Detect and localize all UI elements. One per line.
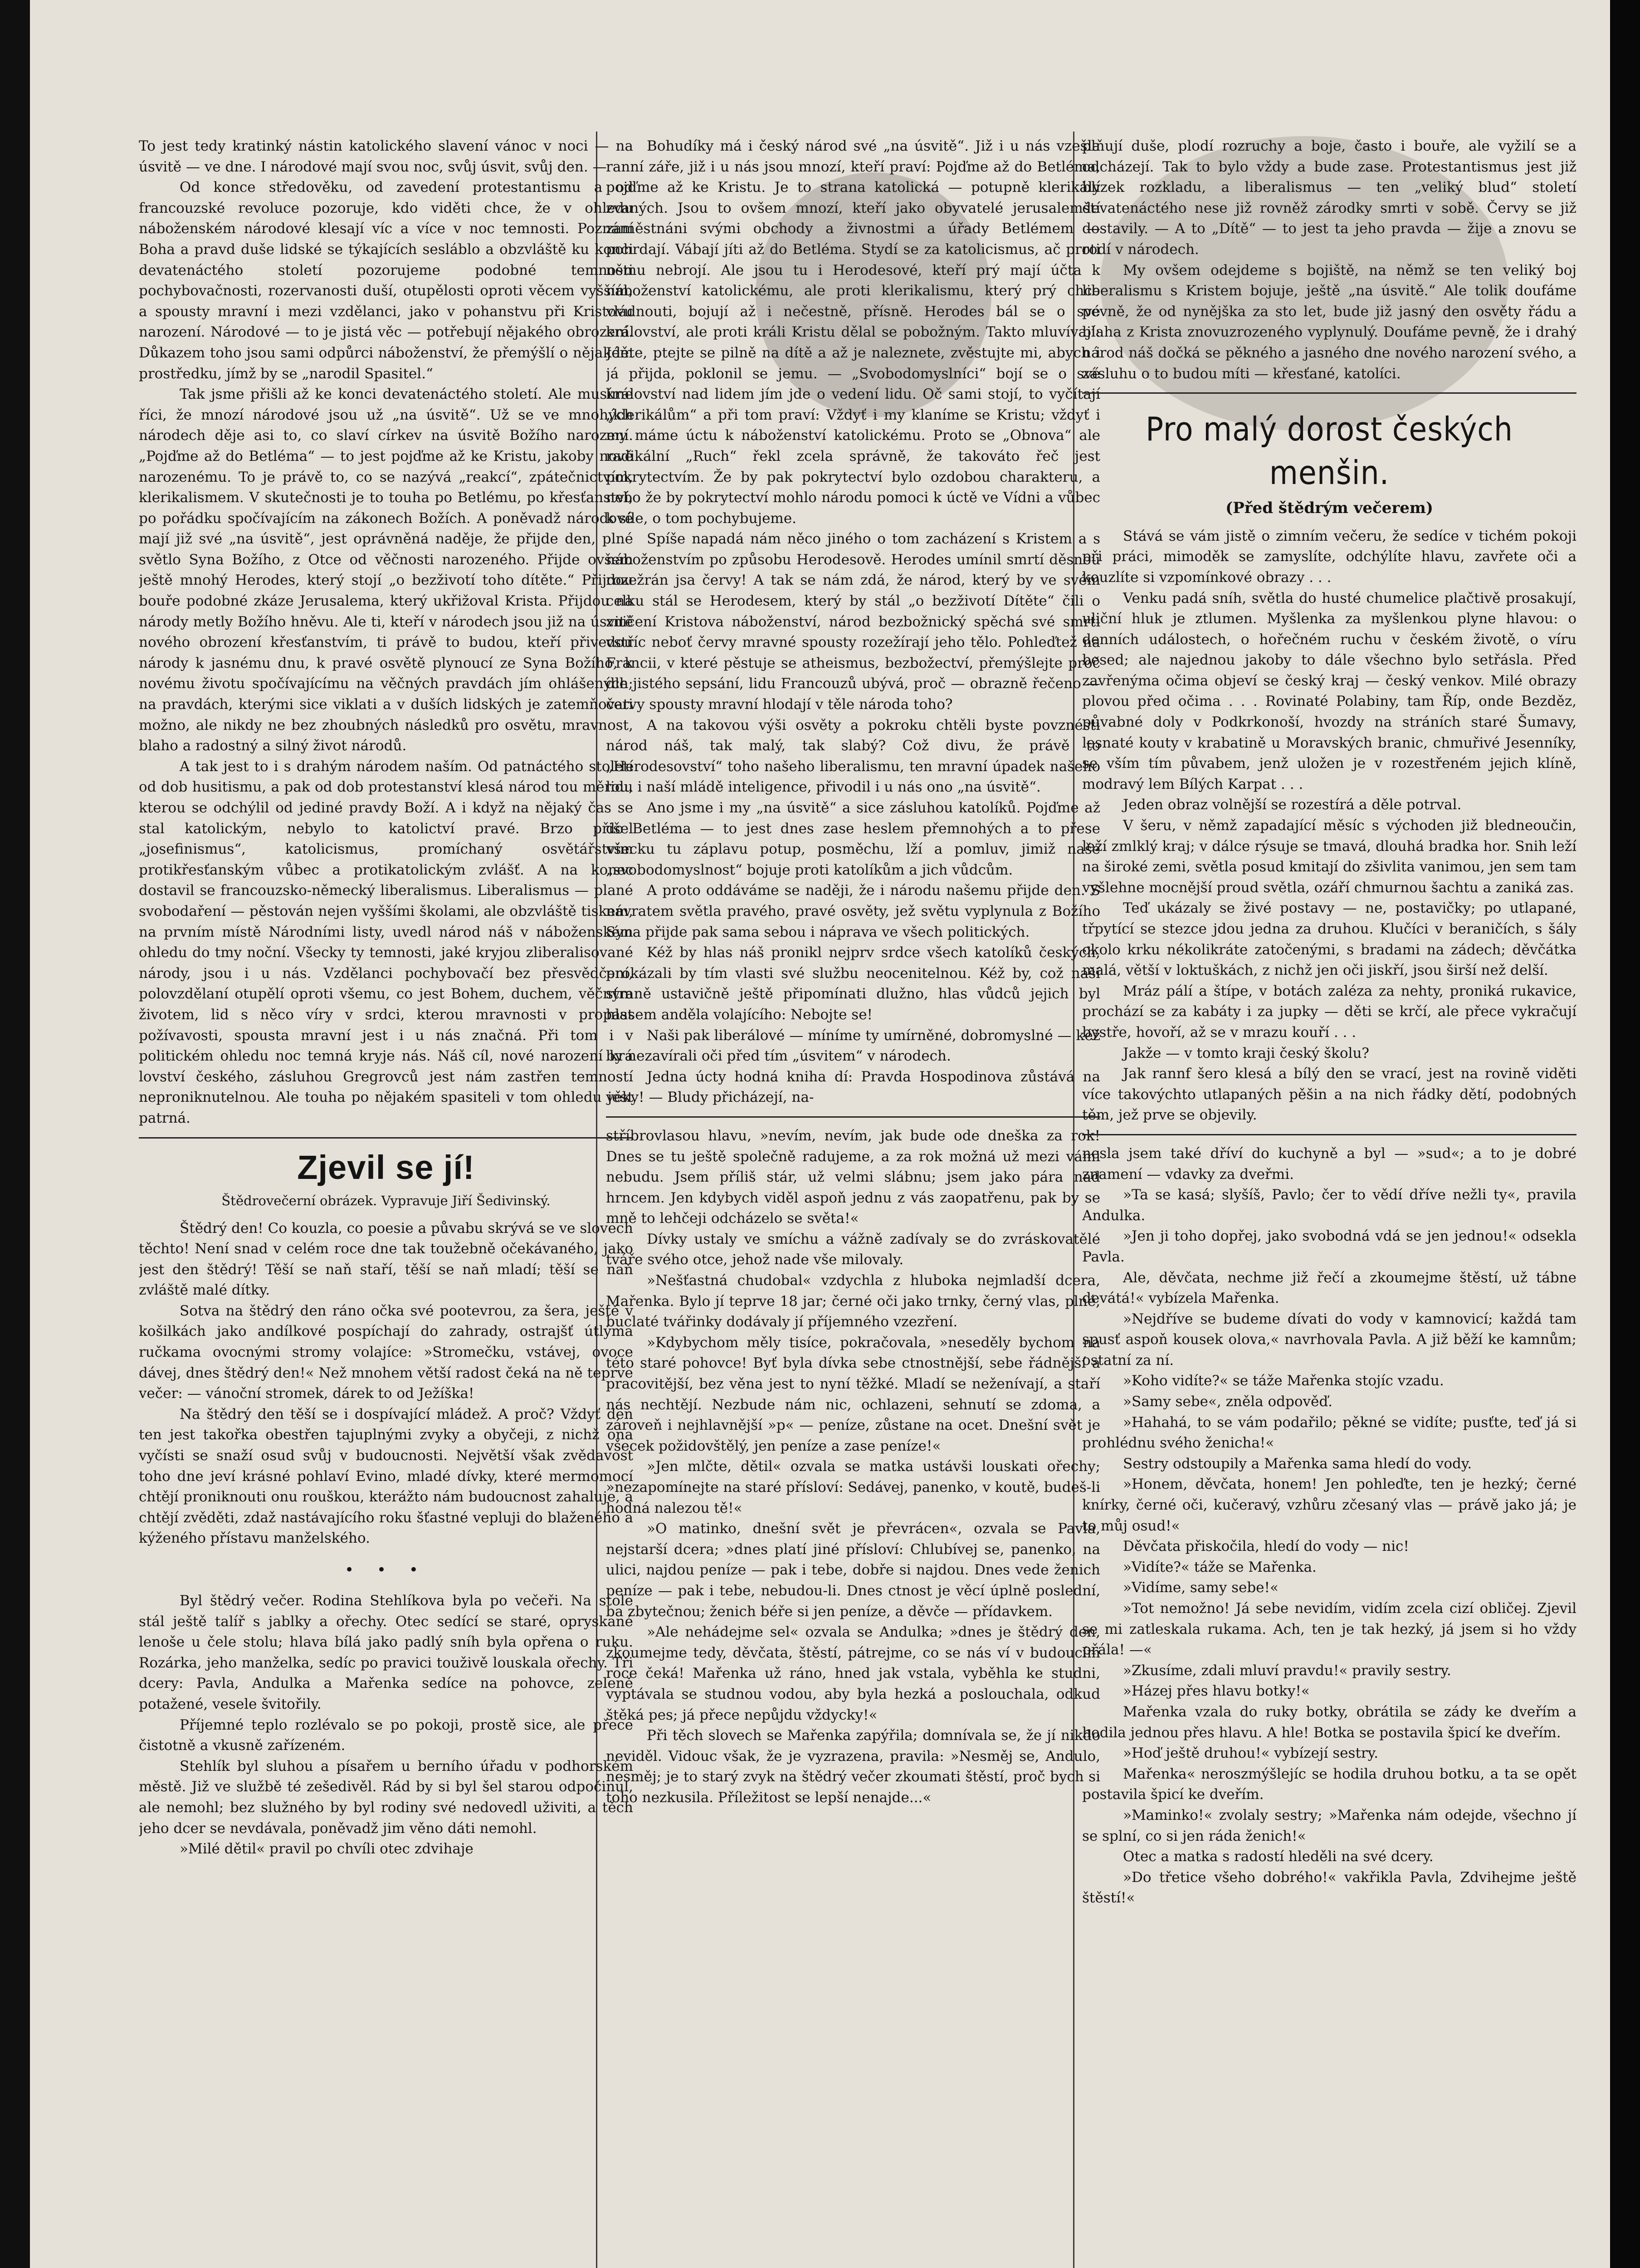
kids-section-title: Pro malý dorost českých menšin. — [1146, 410, 1513, 492]
kids-paragraph: Jeden obraz volnější se rozestírá a děle potrval. — [1123, 797, 1462, 813]
story-paragraph: Otec a matka s radostí hleděli na své dcery. — [1123, 1848, 1434, 1865]
story-paragraph: »Jen mlčte, dětil« ozvala se matka ustávši louskati ořechy; »nezapomínejte na staré přísloví: Sedávej, panenko, v koutě, budeš-li hodná nalezou tě!« — [606, 1458, 1100, 1516]
story-title: Zjevil se jí! — [297, 1148, 475, 1186]
story-paragraph: Stehlík byl sluhou a písařem u berního úřadu v podhorském městě. Již ve službě té zešedivěl. Rád by si byl šel starou odpočinul, ale nemohl; bez služného by byl rodiny své nedovedl uživiti, a těch jeho dcer se nevdávala, poněvadž jim věno dáti nemohl. — [139, 1758, 633, 1837]
scan-border-right — [1610, 0, 1640, 2268]
kids-paragraph: Venku padá sníh, světla do husté chumelice plačtivě prosakují, uliční hluk je ztlumen. Myšlenka za myšlenkou plyne hlavou: o denních událostech, o hořečném ruchu v českém životě, o víru besed; ale najednou jakoby to dále všechno bylo setřásla. Před zavřenýma očima objeví se český kraj — český venkov. Milé obrazy plovou před očima . . . Rovinaté Polabiny, tam Říp, onde Bezděz, půvabné doly v Podkrkonoší, hvozdy na stráních staré Šumavy, lesnaté kouty v krabatině u Moravských branic, chmuřivé Jesenníky, se vším tím půvabem, jenž uložen je v rozestřeném jejich klíně, modravý lem Bílých Karpat . . . — [1082, 590, 1577, 792]
story-paragraph: »Ale nehádejme sel« ozvala se Andulka; »dnes je štědrý den, zkoumejme tedy, děvčata, štěstí, pátrejme, co se nás ví v budoucím roce čeká! Mařenka už ráno, hned jak vstala, vyběhla ke studni, vyptávala se studnou vodou, aby byla hezká a poslouchala, odkud štěká pes; já přece nepůjdu vždycky!« — [606, 1624, 1100, 1723]
story-paragraph: »Vidíte?« táže se Mařenka. — [1123, 1559, 1317, 1575]
kids-paragraph: Stává se vám jistě o zimním večeru, že sedíce v tichém pokoji při práci, mimoděk se zamyslíte, odchýlíte hlavu, zavřete oči a kouzlíte si vzpomínkové obrazy . . . — [1082, 528, 1577, 586]
article-paragraph: Ano jsme i my „na úsvitě“ a sice zásluhou katolíků. Pojďme až do Betléma — to jest dnes zase heslem přemnohých a to přese všecku tu záplavu potup, posměchu, lží a pomluv, jimiž naše „svobodomyslnost“ bojuje proti katolíkům a jich vůdcům. — [606, 800, 1100, 878]
story-paragraph: stříbrovlasou hlavu, »nevím, nevím, jak bude ode dneška za rok! Dnes se tu ještě společně radujeme, a za rok možná už mezi vámi nebudu. Jsem příliš stár, už velmi slábnu; jsem jako pára nad hrncem. Jen kdybych viděl aspoň jednu z vás zaopatřenu, pak by se mně to lehčeji odcházelo se světa!« — [606, 1127, 1100, 1227]
story-paragraph: Mařenka vzala do ruky botky, obrátila se zády ke dveřím a hodila jednou přes hlavu. A hle! Botka se postavila špicí ke dveřím. — [1082, 1703, 1577, 1741]
story-paragraph: »Nejdříve se budeme dívati do vody v kamnovicí; každá tam spusť aspoň kousek olova,« navrhovala Pavla. A již běží ke kamnům; ostatní za ní. — [1082, 1310, 1577, 1369]
story-paragraph: »Hoď ještě druhou!« vybízejí sestry. — [1123, 1745, 1378, 1762]
story-paragraph: »Milé dětil« pravil po chvíli otec zdvihaje — [180, 1841, 473, 1857]
article-paragraph: Od konce středověku, od zavedení protestantismu a od francouzské revoluce pozoruje, kdo viděti chce, že v ohledu náboženském národové klesají víc a více v noc temnosti. Poznání Boha a pravd duše lidské se týkajících sesláblo a obzvláště ku konci devatenáctého století pozorujeme podobné temnosti pochybovačnosti, rozervanosti duší, otupělosti oproti věcem vyšším, a spousty mravní i mezi vzdělanci, jako v pohanstvu při Kristovu narození. Národové — to je jistá věc — potřebují nějakého obrození. Důkazem toho jsou sami odpůrci náboženství, že přemýšlí o nějakém prostředku, jímž by se „narodil Spasitel.“ — [139, 179, 633, 382]
ornament-stars: • • • — [345, 1561, 427, 1579]
story-paragraph: »Kdybychom měly tisíce, pokračovala, »neseděly bychom na této staré pohovce! Byť byla dívka sebe ctnostnější, sebe řádnější a pracovitější, bez věna jest to nyní těžké. Mladí se neženívají, a staří nás nechtějí. Nezbude nám nic, ochlazeni, sehnutí se zdoma, a zároveň i nejhlavnější »p« — peníze, zůstane na ocet. Dnešní svět je všecek požidovštělý, jen peníze a zase peníze!« — [606, 1334, 1100, 1454]
article-paragraph: Jedna úcty hodná kniha dí: Pravda Hospodinova zůstává na věky! — Bludy přicházejí, na- — [606, 1068, 1100, 1106]
story-paragraph: »Tot nemožno! Já sebe nevidím, vidím zcela cizí obličej. Zjevil se mi zatleskala rukama. Ach, ten je tak hezký, já jsem si ho vždy přála! —« — [1082, 1600, 1577, 1658]
story-paragraph: »Do třetice všeho dobrého!« vakřikla Pavla, Zdvihejme ještě štěstí!« — [1082, 1869, 1577, 1906]
story-paragraph: Byl štědrý večer. Rodina Stehlíkova byla po večeři. Na stole stál ještě talíř s jablky a ořechy. Otec sedící se staré, opryskané lenoše u čele stolu; hlava bílá jako padlý sníh byla opřena o ruku. Rozárka, jeho manželka, sedíc po pravici touživě louskala ořechy. Tři dcery: Pavla, Andulka a Mařenka sedíce na pohovce, zeleně potažené, vesele švitořily. — [139, 1593, 633, 1712]
article-paragraph: A na takovou výši osvěty a pokroku chtěli byste povznésti národ náš, tak malý, tak slabý? Což divu, že právě to „Herodesovství“ toho našeho liberalismu, ten mravní úpadek našeho lidu i naší mládě inteligence, přivodil i u nás ono „na úsvitě“. — [606, 717, 1100, 796]
story-paragraph: »Ta se kasá; slyšíš, Pavlo; čer to vědí dříve nežli ty«, pravila Andulka. — [1082, 1187, 1577, 1224]
story-paragraph: Při těch slovech se Mařenka zapýřila; domnívala se, že jí nikdo neviděl. Vidouc však, že je vyzrazena, pravila: »Nesměj se, Andulo, nesměj; je to starý zvyk na štědrý večer zkoumati štěstí, proč bych si toho nezkusila. Příležitost se lepší nenajde...« — [606, 1727, 1100, 1806]
article-paragraph: Kéž by hlas náš pronikl nejprv srdce všech katolíků českých, prokázali by tím vlasti své službu neocenitelnou. Kéž by, což naší straně ustavičně ještě připomínati dlužno, hlas vůdců jejich byl hlasem anděla volajícího: Nebojte se! — [606, 944, 1100, 1023]
article-paragraph: A proto oddáváme se naději, že i národu našemu přijde den. S návratem světla pravého, pravé osvěty, jež světu vyplynula z Božího Syna přijde pak sama sebou i náprava ve všech politických. — [606, 882, 1100, 940]
kids-paragraph: V šeru, v němž zapadající měsíc s východen již bledneoučin, leží zmlklý kraj; v dálce rýsuje se tmavá, dlouhá bradka hor. Snih leží na široké zemi, světla posud kmitají do zšivlita vanimou, jen sem tam vyšlehne mocnější proud světla, ozáří chmurnou šachtu a zaniká zas. — [1082, 817, 1577, 896]
story-paragraph: »Jen ji toho dopřej, jako svobodná vdá se jen jednou!« odsekla Pavla. — [1082, 1228, 1577, 1265]
column-2 — [606, 136, 1100, 2268]
story-paragraph: Štědrý den! Co kouzla, co poesie a půvabu skrývá se ve slovech těchto! Není snad v celém roce dne tak toužebně očekávaného, jako jest den štědrý! Těší se naň staří, těší se naň mladí; těší se naň zvláště malé dítky. — [139, 1220, 633, 1299]
story-paragraph: »O matinko, dnešní svět je převrácen«, ozvala se Pavla, nejstarší dcera; »dnes platí jiné přísloví: Chlubívej se, panenko, na ulici, najdou peníze — pak i tebe, dobře si najdou. Dnes vede ženich peníze — pak i tebe, nebudou-li. Dnes ctnost je věcí úplně poslední, ba zbytečnou; ženich béře si jen peníze, a děvče — přídavkem. — [606, 1520, 1100, 1620]
section-divider — [1082, 392, 1577, 394]
kids-section-subtitle: (Před štědrým večerem) — [1225, 499, 1433, 518]
column-1 — [139, 136, 633, 2268]
story-paragraph: »Koho vidíte?« se táže Mařenka stojíc vzadu. — [1123, 1373, 1444, 1389]
story-paragraph: »Vidíme, samy sebe!« — [1123, 1579, 1279, 1596]
article-paragraph: Spíše napadá nám něco jiného o tom zacházení s Kristem a s náboženstvím po způsobu Herodesově. Herodes umínil smrtí děsnou rozežrán jsa červy! A tak se nám zdá, že národ, který by ve svém celku stál se Herodesem, který by stál „o bezživotí Dítěte“ čili o zničení Kristova náboženství, národ bezbožnický spěchá své smrti vstříc neboť červy mravné spousty rozežírají jeho tělo. Pohleďtež na Francii, v které pěstuje se atheismus, bezbožectví, přemýšlejte proč dle jistého sepsání, lidu Francouzů ubývá, proč — obrazně řečeno — červy spousty mravní hlodají v těle národa toho? — [606, 531, 1100, 713]
story-paragraph: »Zkusíme, zdali mluví pravdu!« pravily sestry. — [1123, 1662, 1451, 1679]
story-paragraph: »Samy sebe«, zněla odpověď. — [1123, 1393, 1333, 1410]
article-paragraph: A tak jest to i s drahým národem naším. Od patnáctého století od dob husitismu, a pak od dob protestanství klesá národ tou měrou, kterou se odchýlil od jediné pravdy Boží. A i když na nějaký čas se stal katolickým, nebylo to katolictví pravé. Brzo přišel „josefinismus“, katolicismus, promíchaný osvětářstvím protikřesťanským vůbec a protikatolickým zvlášť. A na konec dostavil se francouzsko-německý liberalismus. Liberalismus — plané svobodaření — pěstován nejen vyššími školami, ale obzvláště tiskem, na prvním místě Národními listy, uvedl národ náš v náboženském ohledu do tmy noční. Všecky ty temnosti, jaké kryjou zliberalisované národy, jsou i u nás. Vzdělanci pochybovačí bez přesvědčení, polovzdělaní otupělí oproti všemu, co jest Bohem, duchem, věčným životem, lid s něco víry v srdci, kterou mravnosti v propast požívavosti, spousta mravní jest i u nás značná. Při tom i v politickém ohledu noc temná kryje nás. Náš cíl, nové narození krá lovství českého, zásluhou Gregrovců jest nám zastřen temností neproniknutelnou. Ale touha po nějakém spasiteli v tom ohledu jest patrná. — [139, 758, 633, 1126]
article-paragraph: My ovšem odejdeme s bojiště, na němž se ten veliký boj liberalismu s Kristem bojuje, ještě „na úsvitě.“ Ale tolik doufáme pevně, že od nynějška za sto let, bude již jasný den osvěty řádu a blaha z Krista znovuzrozeného vyplynulý. Doufáme pevně, že i drahý národ náš dočká se pěkného a jasného dne nového narození svého, a zásluhu o to budou míti — křesťané, katolíci. — [1082, 262, 1577, 382]
story-paragraph: Sotva na štědrý den ráno očka své pootevrou, za šera, ještě v košilkách jako andílkové pospíchají do zahrady, ostrajšť útlýma ručkama ovocnými stromy volajíce: »Stromečku, vstávej, ovoce dávej, dnes štědrý den!« Než mnohem větší radost čeká na ně teprve večer: — vánoční stromek, dárek to od Ježíška! — [139, 1302, 633, 1402]
story-subtitle: Štědrovečerní obrázek. Vypravuje Jiří Šedivinský. — [221, 1193, 551, 1208]
story-paragraph: Příjemné teplo rozlévalo se po pokoji, prostě sice, ale přece čistotně a vkusně zařízeném. — [139, 1716, 633, 1754]
article-paragraph: Bohudíky má i český národ své „na úsvitě“. Již i u nás vzešla ranní záře, již i u nás jsou mnozí, kteří praví: Pojďme až do Betléma, pojďme až ke Kristu. Je to strana katolická — potupně klerikály zvaných. Jsou to ovšem mnozí, kteří jako obyvatelé jerusalemští zaměstnáni svými obchody a živnostmi a úřady Betlémem — pohrdají. Vábají jíti až do Betléma. Stydí se za katolicismus, ač proti němu nebrojí. Ale jsou tu i Herodesové, kteří prý mají účta k náboženství katolickému, ale proti klerikalismu, který prý chce vládnouti, bojují až i nečestně, přísně. Herodes bál se o své království, ale proti králi Kristu dělal se pobožným. Takto mluvívají: Jděte, ptejte se pilně na dítě a až je naleznete, zvěstujte mi, abych i já přijda, poklonil se jemu. — „Svobodomyslníci“ bojí se o své království nad lidem jím jde o vedení lidu. Oč sami stojí, to vyčítají „klerikálům“ a při tom praví: Vždyť i my klaníme se Kristu; vždyť i my máme úctu k náboženství katolickému. Proto se „Obnova“ ale radikální „Ruch“ řekl zcela správně, že takováto řeč jest pokrytectvím. Že by pak pokrytectví bylo ozdobou charakteru, a nebo že by pokrytectví mohlo národu pomoci k úctě ve Vídni a vůbec k síle, o tom pochybujeme. — [606, 138, 1100, 527]
article-paragraph: Tak jsme přišli až ke konci devatenáctého století. Ale musíme říci, že mnozí národové jsou už „na úsvitě“. Už se ve mnohých národech děje asi to, co slaví církev na úsvitě Božího narození. „Pojďme až do Betléma“ — to jest pojďme až ke Kristu, jakoby nově narozenému. To je právě to, co se nazývá „reakcí“, zpátečnictvím, klerikalismem. V skutečnosti je to touha po Betlému, po křesťanství, po pořádku spočívajícím na zákonech Božích. A poněvadž národové mají již své „na úsvitě“, jest oprávněná naděje, že přijde den, plné světlo Syna Božího, z Otce od věčnosti narozeného. Přijde ovšem ještě mnohý Herodes, který stojí „o bezživotí toho dítěte.“ Přijdou bouře podobné zkáze Jerusalema, který ukřižoval Krista. Přijdou na národy metly Božího hněvu. Ale ti, kteří v národech jsou již na úsvitě nového obrození křesťanstvím, ti právě to budou, kteří přivedou národy k jasnému dnu, k pravé osvětě plynoucí ze Syna Božího, k novému životu spočívajícímu na věčných pravdách jím ohlášených; na pravdách, kterými sice viklati a v duších lidských je zatemňovati možno, ale nikdy ne bez zhoubných následků pro osvětu, mravnost, blaho a radostný a silný život národů. — [139, 386, 633, 754]
article-paragraph: plňují duše, plodí rozruchy a boje, často i bouře, ale vyžilí se a odcházejí. Tak to bylo vždy a bude zase. Protestantismus jest již blízek rozkladu, a liberalismus — ten „veliký blud“ století devatenáctého nese již rovněž zárodky smrti v sobě. Červy se již dostavily. — A to „Dítě“ — to jest ta jeho pravda — žije a znovu se rodí v národech. — [1082, 138, 1577, 258]
story-paragraph: Na štědrý den těší se i dospívající mládež. A proč? Vždyť den ten jest takořka obestřen tajuplnými zvyky a obyčeji, z nichž ona vyčísti se snaží osud svůj v budoucnosti. Největší však zvědavost toho dne jeví krásné pohlaví Evino, mladé dívky, které mermomocí chtějí proniknouti onu rouškou, kterážto nám budoucnost zahaluje, a chtějí zvěděti, zdaž nastávajícího roku šťastné vepluji do blaženého a kýženého přístavu manželského. — [139, 1406, 633, 1547]
article-paragraph: To jest tedy kratinký nástin katolického slavení vánoc v noci — na úsvitě — ve dne. I národové mají svou noc, svůj úsvit, svůj den. — — [139, 138, 633, 175]
kids-paragraph: Mráz pálí a štípe, v botách zaléza za nehty, proniká rukavice, prochází se za kabáty i za jupky — děti se krčí, ale přece vykračují bystře, hovoří, až se v mrazu kouří . . . — [1082, 982, 1577, 1041]
article-paragraph: Naši pak liberálové — míníme ty umírněné, dobromyslné — kéž by nezavírali oči před tím „úsvitem“ v národech. — [606, 1027, 1100, 1065]
kids-paragraph: Jakže — v tomto kraji český školu? — [1123, 1045, 1370, 1061]
story-paragraph: nesla jsem také dříví do kuchyně a byl — »sud«; a to je dobré znamení — vdavky za dveřmi. — [1082, 1145, 1577, 1183]
story-paragraph: »Maminko!« zvolaly sestry; »Mařenka nám odejde, všechno jí se splní, co si jen ráda ženich!« — [1082, 1807, 1577, 1844]
section-divider — [139, 1137, 633, 1139]
story-paragraph: Mařenka« neroszmýšlejíc se hodila druhou botku, a ta se opět postavila špicí ke dveřím. — [1082, 1765, 1577, 1803]
newspaper-page — [30, 0, 1610, 2268]
story-paragraph: »Honem, děvčata, honem! Jen pohleďte, ten je hezký; černé knírky, černé oči, kučeravý, vzhůru zčesaný vlas — právě jako já; je to můj osud!« — [1082, 1476, 1577, 1534]
scan-border-left — [0, 0, 30, 2268]
section-divider — [1082, 1134, 1577, 1135]
kids-paragraph: Teď ukázaly se živé postavy — ne, postavičky; po utlapané, třpytící se stezce jdou jedna za druhou. Klučíci v beraničích, s šály okolo krku nékolikráte zatočenými, s bradami na zádech; děvčátka malá, větší v loktuškách, z nichž jen oči jiskří, jsou širší než delší. — [1082, 900, 1577, 979]
story-paragraph: »Házej přes hlavu botky!« — [1123, 1683, 1310, 1700]
story-paragraph: »Hahahá, to se vám podařilo; pěkné se vidíte; pusťte, teď já si prohlédnu svého ženicha!« — [1082, 1414, 1577, 1452]
kids-paragraph: Jak rannf šero klesá a bílý den se vrací, jest na rovině viděti více takovýchto utlapaných pěšin a na nich řádky dětí, podobných těm, jež prve se objevily. — [1082, 1066, 1577, 1124]
column-3 — [1082, 136, 1577, 2268]
story-paragraph: »Nešťastná chudobal« vzdychla z hluboka nejmladší dcera, Mařenka. Bylo jí teprve 18 jar; černé oči jako trnky, černý vlas, plné, buclaté tvářinky dodávaly jí příjemného vzezření. — [606, 1272, 1100, 1330]
story-paragraph: Sestry odstoupily a Mařenka sama hledí do vody. — [1123, 1455, 1472, 1472]
section-divider — [606, 1116, 1100, 1118]
story-paragraph: Děvčata přiskočila, hledí do vody — nic! — [1123, 1538, 1409, 1555]
story-paragraph: Ale, děvčata, nechme již řečí a zkoumejme štěstí, už tábne devátá!« vybízela Mařenka. — [1082, 1269, 1577, 1307]
story-paragraph: Dívky ustaly ve smíchu a vážně zadívaly se do zvráskovatělé tváře svého otce, jehož nade vše milovaly. — [606, 1231, 1100, 1268]
